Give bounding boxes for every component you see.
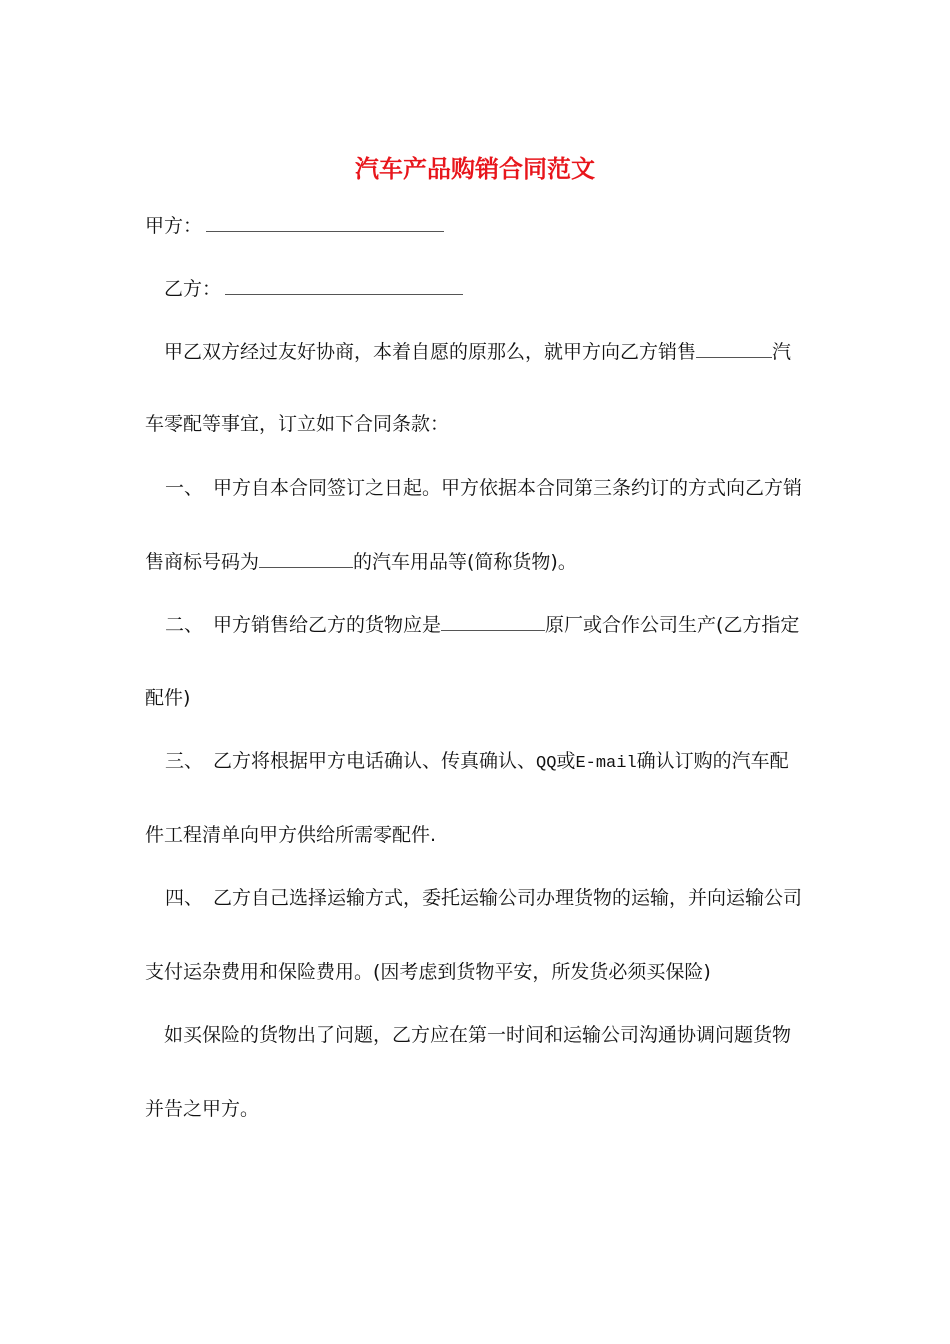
intro-text: 甲乙双方经过友好协商，本着自愿的原那么，就甲方向乙方销售 — [164, 341, 697, 363]
closing-line-2: 并告之甲方。 — [145, 1098, 260, 1120]
closing-line-1: 如买保险的货物出了问题，乙方应在第一时间和运输公司沟通协调问题货物 — [164, 1024, 792, 1046]
clause-2-text-a: 甲方销售给乙方的货物应是 — [213, 614, 442, 636]
clause-2-line-1 — [145, 612, 799, 637]
party-a-line — [145, 213, 444, 238]
clause-4-number: 四、 — [165, 887, 204, 909]
clause-3-qq: QQ — [536, 754, 557, 773]
party-a-label: 甲方： — [145, 215, 203, 237]
party-b-label: 乙方： — [164, 278, 222, 300]
clause-1-text: 甲方自本合同签订之日起。甲方依据本合同第三条约订的方式向乙方销 — [213, 477, 803, 499]
clause-3-number: 三、 — [165, 750, 204, 772]
clause-3-line-1 — [145, 749, 789, 776]
intro-text-end: 汽 — [772, 341, 792, 363]
party-a-blank — [206, 213, 444, 232]
clause-4-line-2: 支付运杂费用和保险费用。(因考虑到货物平安，所发货必须买保险) — [145, 961, 711, 983]
clause-2-line-2: 配件) — [145, 687, 191, 709]
clause-1-text-a: 售商标号码为 — [145, 551, 260, 573]
clause-4-text: 乙方自己选择运输方式，委托运输公司办理货物的运输，并向运输公司 — [213, 887, 803, 909]
clause-2-text-b: 原厂或合作公司生产(乙方指定 — [545, 614, 800, 636]
clause-3-line-2: 件工程清单向甲方供给所需零配件. — [145, 824, 437, 846]
clause-3-or: 或 — [556, 750, 576, 772]
clause-2-number: 二、 — [165, 614, 204, 636]
clause-4-line-1 — [145, 886, 802, 910]
clause-1-line-2 — [145, 549, 577, 574]
document-title: 汽车产品购销合同范文 — [355, 154, 595, 183]
clause-1-blank — [259, 549, 353, 568]
clause-3-text-a: 乙方将根据甲方电话确认、传真确认、 — [213, 750, 537, 772]
party-b-blank — [225, 276, 463, 295]
intro-line-1 — [164, 339, 791, 364]
party-b-line — [164, 276, 463, 301]
clause-1-text-b: 的汽车用品等(简称货物)。 — [353, 551, 577, 573]
intro-blank — [696, 339, 772, 358]
clause-3-text-b: 确认订购的汽车配 — [636, 750, 789, 772]
clause-2-blank — [441, 612, 545, 631]
clause-3-email: E-mail — [575, 754, 637, 773]
clause-1-number: 一、 — [165, 477, 204, 499]
clause-1-line-1 — [145, 476, 802, 500]
intro-line-2: 车零配等事宜，订立如下合同条款： — [145, 413, 450, 435]
